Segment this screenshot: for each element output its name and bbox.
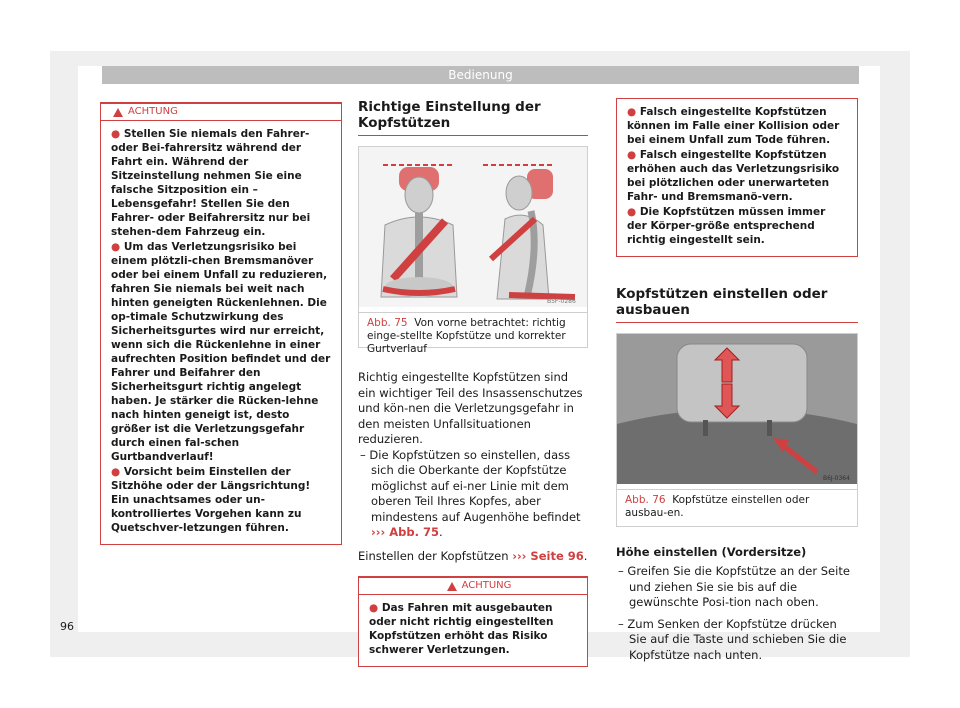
warning-body (617, 99, 857, 256)
page-number: 96 (60, 620, 74, 633)
figure-number: Abb. 76 (625, 493, 666, 506)
subheading: Höhe einstellen (Vordersitze) (616, 544, 807, 559)
instruction-step: – Greifen Sie die Kopfstütze an der Seite und ziehen Sie sie bis auf die gewünschte Posi-tion nach oben. (618, 564, 850, 609)
warning-item: ● Vorsicht beim Einstellen der Sitzhöhe oder der Längsrichtung! Ein unachtsames oder un-kontrolliertes Vorgehen kann zu Quetschver-letzungen führen. (111, 466, 311, 534)
body-text (358, 370, 588, 564)
figure-code: B5F-0286 (547, 298, 576, 305)
warning-item: ● Stellen Sie niemals den Fahrer- oder Bei-fahrersitz während der Fahrt ein. Während der Sitzeinstellung nehmen Sie eine falsche Sitzposition ein – Lebensgefahr! Stellen Sie den Fahrer- oder Beifahrersitz nur bei stehen-dem Fahrzeug ein. (111, 128, 311, 238)
intro-paragraph: Richtig eingestellte Kopfstützen sind ein wichtiger Teil des Insassenschutzes und kön-nen die Verletzungsgefahr in den meisten Unfallsituationen reduzieren. (358, 370, 583, 446)
seatbelt-headrest-illustration (359, 147, 587, 307)
page-reference-link[interactable]: ››› Seite 96 (512, 548, 584, 563)
figure-code: B6J-0364 (823, 475, 850, 482)
warning-body (101, 121, 341, 544)
instruction-step: – Die Kopfstützen so einstellen, dass sich die Oberkante der Kopfstütze möglichst auf ei-ner Linie mit dem oberen Teil Ihres Kopfes, aber mindestens auf Augenhöhe befindet ››› Abb. 75. (360, 447, 581, 539)
section-heading: Richtige Einstellung der Kopfstützen (358, 100, 588, 136)
caption-text: Kopfstütze einstellen oder ausbau-en. (625, 493, 810, 519)
warning-item: ● Das Fahren mit ausgebauten oder nicht richtig eingestellten Kopfstützen erhöht das Risiko schwerer Verletzungen. (369, 602, 554, 656)
warning-body (359, 595, 587, 666)
figure-number: Abb. 75 (367, 316, 408, 329)
section-heading: Kopfstützen einstellen oder ausbauen (616, 287, 858, 323)
warning-box-continued (616, 98, 858, 257)
warning-box-left (100, 102, 342, 545)
bullet-icon: ● (627, 206, 640, 218)
middle-column (358, 100, 588, 667)
warning-box-middle (358, 576, 588, 667)
figure-76 (616, 333, 858, 527)
adjust-paragraph: Einstellen der Kopfstützen ››› Seite 96. (358, 548, 588, 563)
running-header: Bedienung (102, 66, 859, 84)
instruction-step: – Zum Senken der Kopfstütze drücken Sie auf die Taste und schieben Sie die Kopfstütze nach unten. (618, 616, 847, 662)
warning-title: ACHTUNG (128, 106, 178, 117)
figure-caption (617, 489, 857, 526)
figure-caption (359, 312, 587, 362)
warning-triangle-icon (113, 108, 123, 117)
warning-item: ● Die Kopfstützen müssen immer der Körper-größe entsprechend richtig eingestellt sein. (627, 206, 826, 246)
caption-text: Von vorne betrachtet: richtig einge-stellte Kopfstütze und korrekter Gurtverlauf (367, 316, 566, 355)
right-column (616, 98, 858, 663)
warning-header (101, 102, 341, 121)
body-text (616, 545, 858, 664)
warning-item: ● Falsch eingestellte Kopfstützen können im Falle einer Kollision oder bei einem Unfall zum Tode führen. (627, 106, 840, 146)
warning-title: ACHTUNG (461, 580, 512, 591)
bullet-icon: ● (369, 602, 382, 614)
bullet-icon: ● (111, 466, 124, 478)
warning-item: ● Falsch eingestellte Kopfstützen erhöhen auch das Verletzungsrisiko bei plötzlichen oder unerwarteten Fahr- und Bremsmanö-vern. (627, 149, 840, 203)
warning-header (359, 576, 587, 595)
bullet-icon: ● (627, 106, 640, 118)
bullet-icon: ● (111, 241, 124, 253)
warning-triangle-icon (447, 582, 457, 591)
figure-75 (358, 146, 588, 355)
headrest-adjust-illustration (617, 334, 857, 484)
warning-item: ● Um das Verletzungsrisiko bei einem plötzli-chen Bremsmanöver oder bei einem Unfall zu reduzieren, fahren Sie niemals bei weit nach hinten geneigten Rückenlehnen. Die op-timale Schutzwirkung des Sicherheitsgurtes wird nur erreicht, wenn sich die Rückenlehne in einer aufrechten Position befindet und der Fahrer und Beifahrer den Sicherheitsgurt richtig angelegt haben. Je stärker die Rücken-lehne nach hinten geneigt ist, desto größer ist die Verletzungsgefahr durch einen fal-schen Gurtbandverlauf! (111, 241, 331, 463)
figure-reference-link[interactable]: ››› Abb. 75 (371, 525, 439, 539)
bullet-icon: ● (627, 149, 640, 161)
bullet-icon: ● (111, 128, 124, 140)
